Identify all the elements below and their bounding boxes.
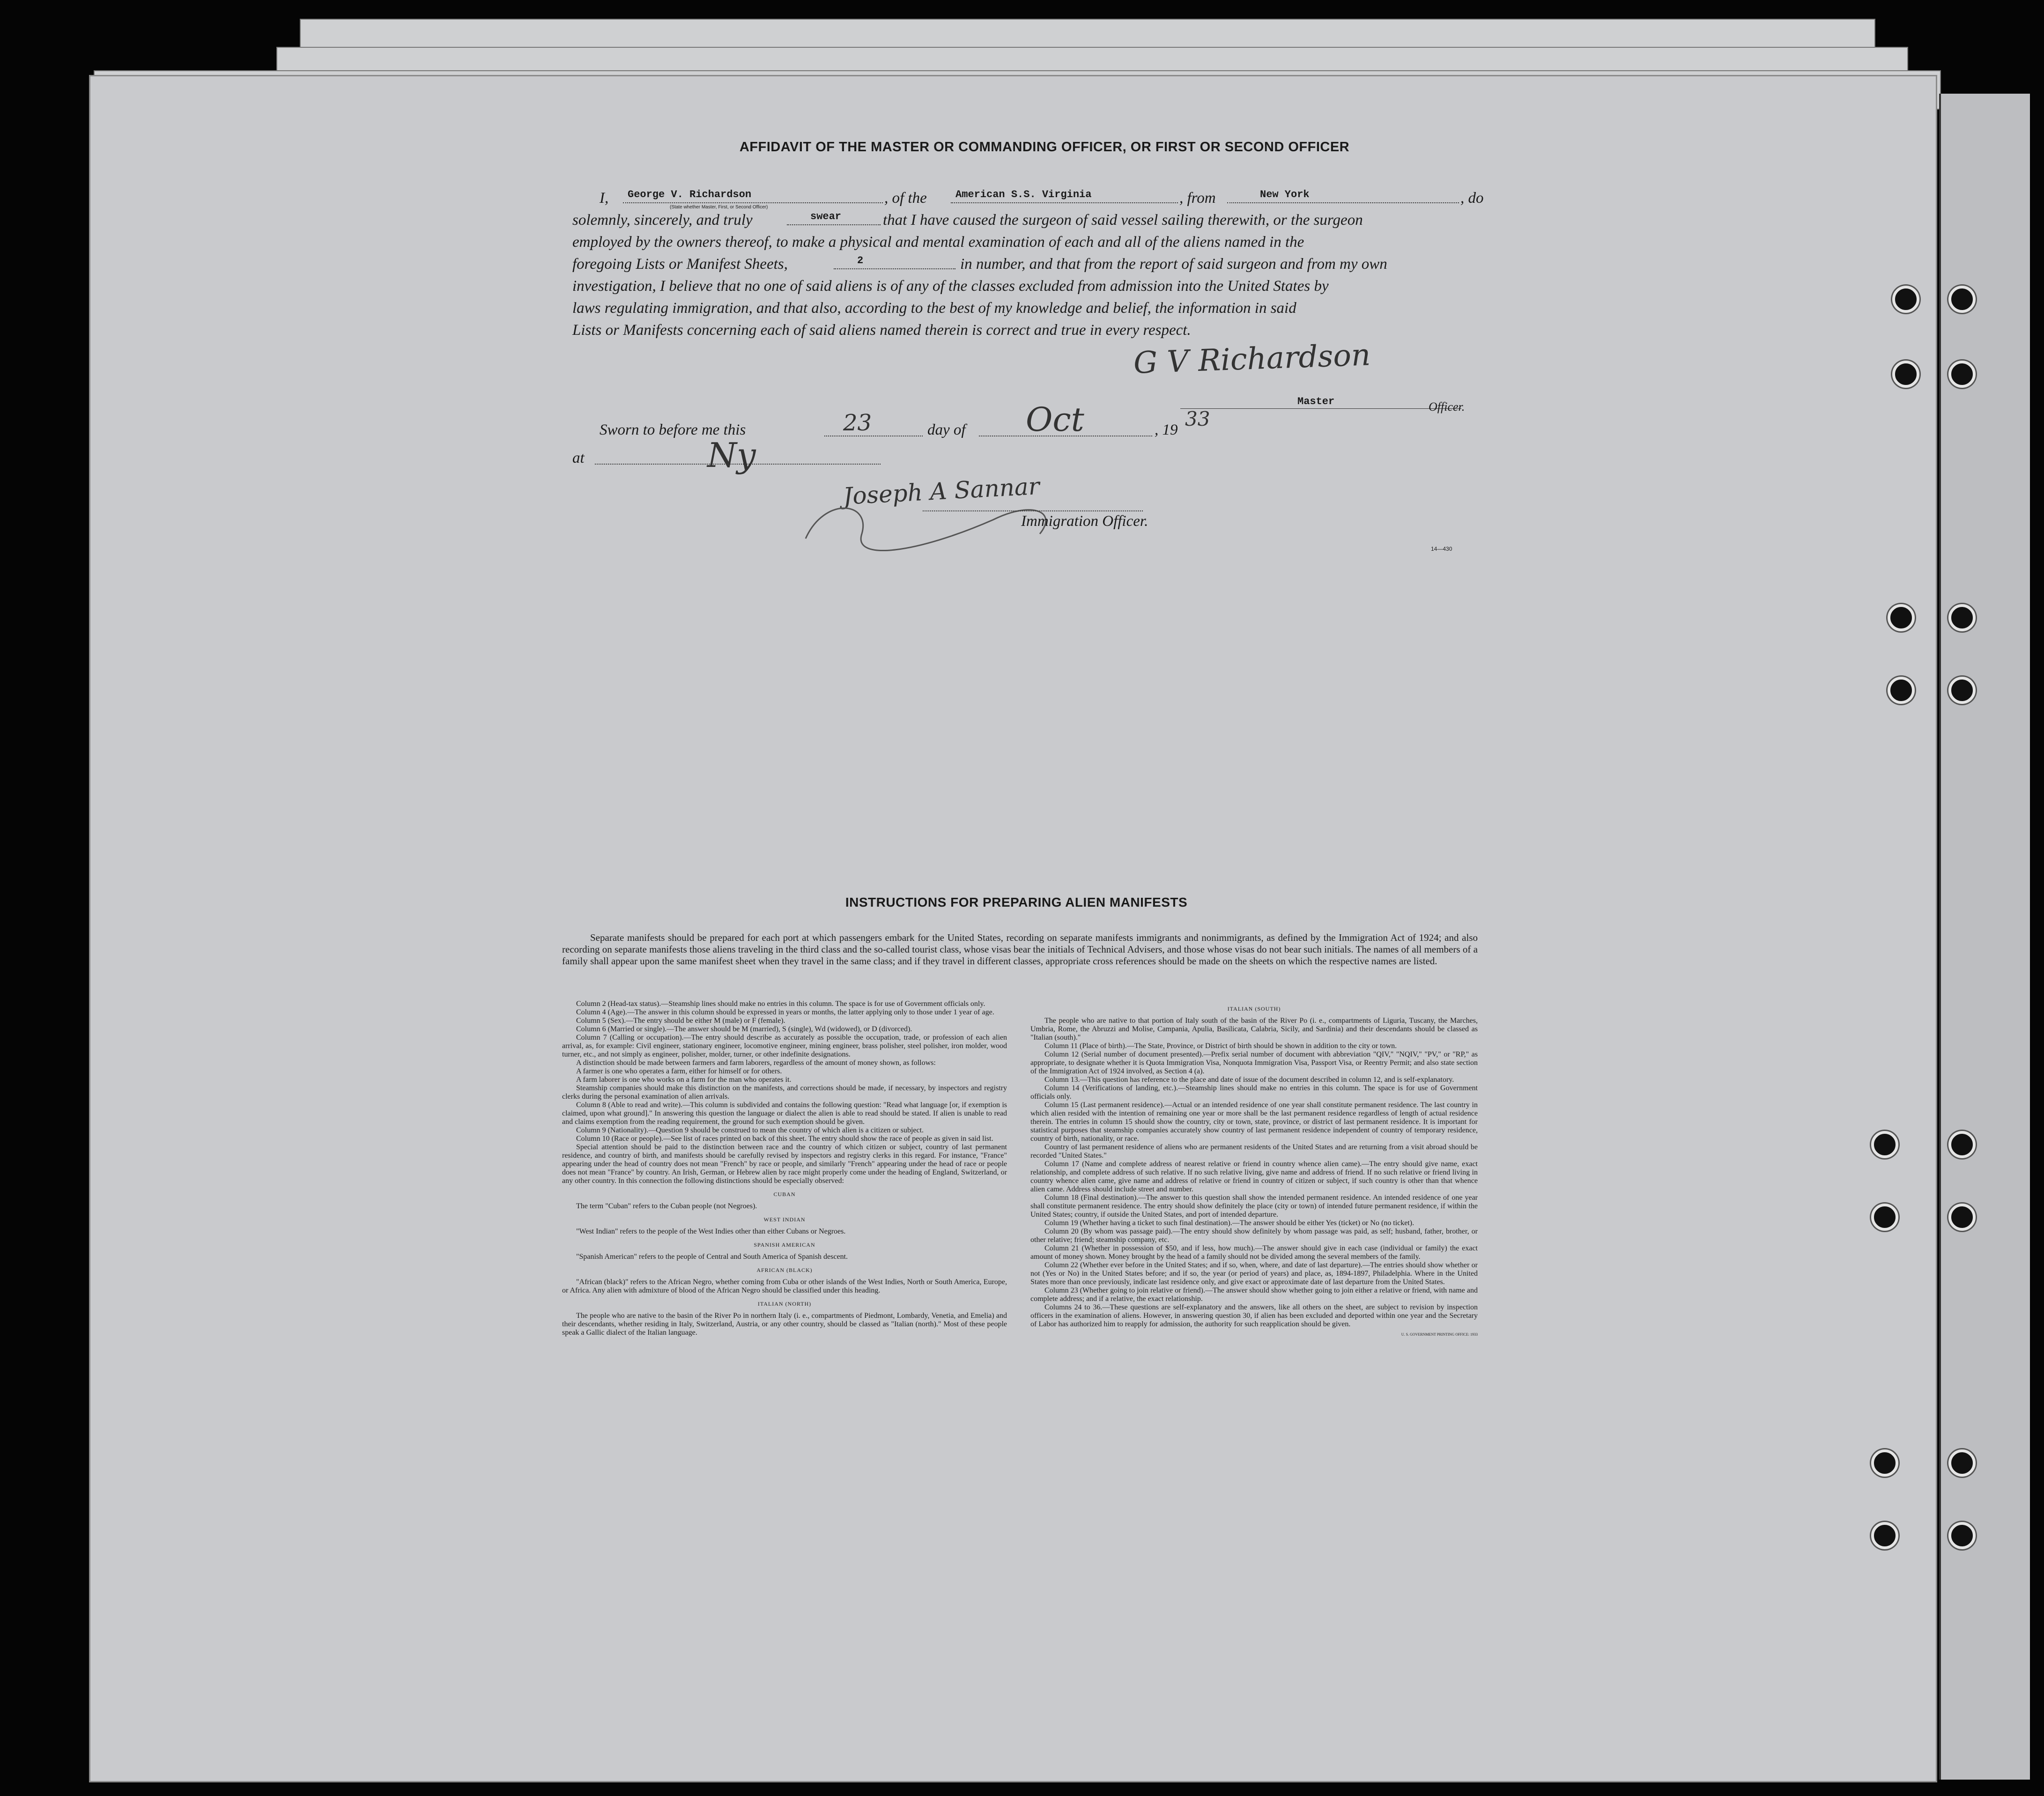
left-paragraph: Column 6 (Married or single).—The answer should be M (married), S (single), Wd (widowed), or D (divorced). <box>576 1025 912 1033</box>
west-indian-heading: WEST INDIAN <box>763 1216 806 1223</box>
oath-field: swear <box>810 211 842 222</box>
punch-hole <box>1892 286 1919 313</box>
right-paragraph: Column 20 (By whom was passage paid).—The entry should show definitely by whom passage was paid, as self; husband, father, brother, or other relative; friend; steamship company, etc. <box>1030 1227 1478 1244</box>
punch-hole <box>1888 604 1915 631</box>
italian-south-heading: ITALIAN (SOUTH) <box>1227 1005 1281 1012</box>
sworn-label: Sworn to before me this <box>600 421 746 438</box>
day-of-label: day of <box>927 421 966 438</box>
at-label: at <box>572 450 585 466</box>
printer-mark: U. S. GOVERNMENT PRINTING OFFICE: 1933 <box>1401 1332 1478 1337</box>
affidavit-line-4b: in number, and that from the report of said surgeon and from my own <box>960 256 1387 273</box>
punch-hole <box>1948 1449 1976 1477</box>
instructions-title: INSTRUCTIONS FOR PREPARING ALIEN MANIFESTS <box>845 895 1188 909</box>
right-paragraph: Column 23 (Whether going to join relative or friend).—The answer should show whether going to join either a relative or friend, with name and complete address; and if a relative, the exact relationship. <box>1030 1286 1478 1303</box>
right-paragraph: Column 13.—This question has reference to the place and date of issue of the document described in column 12, and is self-explanatory. <box>1044 1076 1454 1084</box>
right-paragraph: Column 14 (Verifications of landing, etc.).—Steamship lines should make no entries in this column. The space is for use of Government officials only. <box>1030 1084 1478 1101</box>
right-paragraph: Column 11 (Place of birth).—The State, Province, or District of birth should be shown in addition to the city or town. <box>1044 1042 1397 1050</box>
left-paragraph: A distinction should be made between farmers and farm laborers, regardless of the amount of money shown, as follows: <box>576 1059 936 1067</box>
affidavit-line-2a: solemnly, sincerely, and truly <box>572 212 753 229</box>
from-label: , from <box>1179 190 1216 207</box>
port-field: New York <box>1260 189 1310 200</box>
punch-hole <box>1948 286 1976 313</box>
punch-hole <box>1871 1522 1898 1549</box>
punch-hole <box>1948 1204 1976 1231</box>
left-paragraph: Column 9 (Nationality).—Question 9 should be construed to mean the country of which alien is a citizen or subject. <box>576 1126 924 1134</box>
form-number: 14—430 <box>1431 546 1452 552</box>
right-paragraph: Column 19 (Whether having a ticket to such final destination).—The answer should be either Yes (ticket) or No (no ticket). <box>1044 1219 1415 1227</box>
punch-hole <box>1948 1131 1976 1158</box>
immigration-officer-label: Immigration Officer. <box>1021 513 1148 530</box>
left-paragraph: Column 5 (Sex).—The entry should be either M (male) or F (female). <box>576 1017 785 1025</box>
left-paragraph: Column 10 (Race or people).—See list of races printed on back of this sheet. The entry should show the race of people as given in said list. <box>576 1135 993 1143</box>
officer-label: Officer. <box>1429 400 1465 414</box>
affidavit-title: AFFIDAVIT OF THE MASTER OR COMMANDING OFFICER, OR FIRST OR SECOND OFFICER <box>739 140 1350 155</box>
officer-name-field: George V. Richardson <box>628 189 752 200</box>
master-signature: G V Richardson <box>1133 338 1371 381</box>
left-paragraph: Column 2 (Head-tax status).—Steamship lines should make no entries in this column. The space is for use of Government officials only. <box>576 1000 985 1008</box>
instructions-left-column <box>562 1000 1007 1337</box>
immigration-officer-signature: Joseph A Sannar <box>842 473 1040 510</box>
italian-north-text: The people who are native to the basin of the River Po in northern Italy (i. e., compartments of Piedmont, Lombardy, Venetia, and Emelia) and their descendants, whether residing in Italy, Switzerland, Austria, or any other country, should be classed as "Italian (north)." Most of these people speak a Gallic dialect of the Italian language. <box>562 1312 1007 1337</box>
right-paragraph: Column 21 (Whether in possession of $50, and if less, how much).—The answer should give in each case (individual or family) the exact amount of money shown. Money brought by the head of a family should not be divided among the several members of the family. <box>1030 1244 1478 1261</box>
affidavit-line-4a: foregoing Lists or Manifest Sheets, <box>572 256 788 273</box>
african-heading: AFRICAN (BLACK) <box>756 1267 813 1273</box>
right-paragraph: Column 17 (Name and complete address of nearest relative or friend in country whence alien came).—The entry should give name, exact relationship, and complete address of such relative. If no such relative living, give name and address of friend. If no such relative or friend living in country whence alien came, give name and address of relative or friend in country of citizen or subject, if such country is other than that whence alien came. Address should include street and number. <box>1030 1160 1478 1193</box>
right-paragraph: Country of last permanent residence of aliens who are permanent residents of the United States and are returning from a visit abroad should be recorded "United States." <box>1030 1143 1478 1160</box>
affidavit-line-3: employed by the owners thereof, to make a physical and mental examination of each and all of the aliens named in the <box>572 234 1304 251</box>
sheets-count-field: 2 <box>857 255 864 266</box>
affidavit-line-6: laws regulating immigration, and that also, according to the best of my knowledge and belief, the information in said <box>572 300 1296 317</box>
punch-hole <box>1871 1131 1898 1158</box>
affidavit-line-2b: that I have caused the surgeon of said vessel sailing therewith, or the surgeon <box>883 212 1363 229</box>
right-paragraph: Column 15 (Last permanent residence).—Actual or an intended residence of one year shall constitute permanent residence. The last country in which alien resided with the intention of remaining one year or more shall be the last permanent residence regardless of length of actual residence therein. The entries in column 15 should show the country, city or town, state, province, or district of last permanent residence. It is important for statistical purposes that steamship companies accurately show country of last permanent residence independent of country of temporary residence, country of birth, nationality, or race. <box>1030 1101 1478 1143</box>
do-label: , do <box>1460 190 1484 207</box>
cuban-heading: CUBAN <box>773 1191 796 1197</box>
sworn-place: Ny <box>707 436 756 475</box>
african-text: "African (black)" refers to the African Negro, whether coming from Cuba or other islands of the West Indies, North or South America, Europe, or Africa. Any alien with admixture of blood of the African Negro should be classified under this heading. <box>562 1278 1007 1294</box>
left-paragraph: Steamship companies should make this distinction on the manifests, and corrections should be made, if necessary, by inspectors and registry clerks during the personal examination of alien arrivals. <box>562 1084 1007 1101</box>
punch-hole <box>1871 1204 1898 1231</box>
italian-north-heading: ITALIAN (NORTH) <box>757 1301 812 1307</box>
left-paragraph: A farm laborer is one who works on a farm for the man who operates it. <box>576 1076 792 1084</box>
sworn-year: 33 <box>1185 407 1210 430</box>
right-paragraph: Columns 24 to 36.—These questions are self-explanatory and the answers, like all others on the sheet, are subject to revision by inspection officers in the examination of aliens. However, in answering question 30, if alien has been excluded and deported within one year and the Secretary of Labor has authorized him to reapply for admission, the authority for such reapplication should be given. <box>1030 1303 1478 1328</box>
right-paragraph: Column 12 (Serial number of document presented).—Prefix serial number of document with abbreviation "QIV," "NQIV," "PV," or "RP," as appropriate, to designate whether it is Quota Immigration Visa, Nonquota Immigration Visa, Passport Visa, or Reentry Permit; and also state section of the Immigration Act of 1924 involved, as Section 4 (a). <box>1030 1050 1478 1075</box>
punch-hole <box>1892 361 1919 388</box>
right-paragraph: Column 22 (Whether ever before in the United States; and if so, when, where, and date of last departure).—The entries should show whether or not (Yes or No) in the United States before; and if so, the year (or period of years) and place, as, 1894-1897, Philadelphia. Where in the United States more than once previously, indicate last residence only, and give exact or approximate date of last departure from the United States. <box>1030 1261 1478 1286</box>
instructions-right-column <box>1030 1000 1478 1339</box>
affidavit-line-7: Lists or Manifests concerning each of said aliens named therein is correct and true in every respect. <box>572 322 1191 339</box>
punch-hole <box>1948 361 1976 388</box>
instructions-intro: Separate manifests should be prepared for each port at which passengers embark for the United States, recording on separate manifests immigrants and nonimmigrants, as defined by the Immigration Act of 1924; and also recording on separate manifests those aliens traveling in the third class and the so-called tourist class, whose visas bear the initials of Technical Advisers, and those whose visas do not bear such initials. The names of all members of a family shall appear upon the same manifest sheet when they travel in the same class; and if they travel in different classes, appropriate cross references should be made on the sheets on which the respective names are listed. <box>562 932 1478 967</box>
punch-hole <box>1871 1449 1898 1477</box>
of-the-label: , of the <box>884 190 927 207</box>
right-paragraph: Column 18 (Final destination).—The answer to this question shall show the intended permanent residence. An intended residence of one year shall constitute permanent residence. The entry should show definitely the place (city or town) of intended future permanent residence, if within the United States; country, if outside the United States, and port of intended departure. <box>1030 1194 1478 1219</box>
punch-hole <box>1888 677 1915 704</box>
punch-hole <box>1948 604 1976 631</box>
right-paragraph: The people who are native to that portion of Italy south of the basin of the River Po (i. e., compartments of Liguria, Tuscany, the Marches, Umbria, Rome, the Abruzzi and Molise, Campania, Apulia, Basilicata, Calabria, Sicily, and Sardinia) and their descendants should be classed as "Italian (south)." <box>1030 1017 1478 1042</box>
vessel-field: American S.S. Virginia <box>955 189 1092 200</box>
rank-field: Master <box>1297 396 1335 407</box>
officer-note: (State whether Master, First, or Second Officer) <box>670 205 768 210</box>
left-paragraph: Column 7 (Calling or occupation).—The entry should describe as accurately as possible the occupation, trade, or profession of each alien arrival, as, for example: Civil engineer, stationary engineer, locomotive engineer, mining engineer, brass polisher, steel polisher, iron molder, wood turner, etc., and not simply as engineer, polisher, molder, turner, or other indefinite designations. <box>562 1034 1007 1058</box>
spanish-american-heading: SPANISH AMERICAN <box>754 1242 815 1248</box>
cuban-text: The term "Cuban" refers to the Cuban people (not Negroes). <box>576 1202 757 1210</box>
sworn-day: 23 <box>843 410 872 436</box>
sworn-month: Oct <box>1026 400 1084 439</box>
affidavit-line-5: investigation, I believe that no one of said aliens is of any of the classes excluded from admission into the United States by <box>572 278 1329 295</box>
year-prefix: , 19 <box>1155 421 1178 438</box>
i-label: I, <box>600 190 609 207</box>
left-paragraph: Column 4 (Age).—The answer in this column should be expressed in years or months, the latter applying only to those under 1 year of age. <box>576 1008 994 1016</box>
spanish-american-text: "Spanish American" refers to the people of Central and South America of Spanish descent. <box>576 1253 848 1261</box>
left-paragraph: Column 8 (Able to read and write).—This column is subdivided and contains the following question: "Read what language [or, if exemption is claimed, upon what ground]." In answering this question the language or dialect the alien is able to read should be stated. If alien is unable to read and claims exemption from the reading requirement, the ground for such exemption should be given. <box>562 1101 1007 1126</box>
left-paragraph: A farmer is one who operates a farm, either for himself or for others. <box>576 1067 782 1075</box>
punch-hole <box>1948 677 1976 704</box>
punch-hole <box>1948 1522 1976 1549</box>
west-indian-text: "West Indian" refers to the people of the West Indies other than either Cubans or Negroes. <box>576 1227 846 1235</box>
left-paragraph: Special attention should be paid to the distinction between race and the country of which citizen or subject, country of last permanent residence, and country of birth, and manifests should be carefully revised by inspectors and registry clerks in this regard. For instance, "France" appearing under the head of country does not mean "French" by race or people, and similarly "French" appearing under the head of race or people does not mean "France" by country. An Irish, German, or Hebrew alien by race might properly come under the heading of England, Switzerland, or any other country. In this connection the following distinctions should be especially observed: <box>562 1143 1007 1185</box>
